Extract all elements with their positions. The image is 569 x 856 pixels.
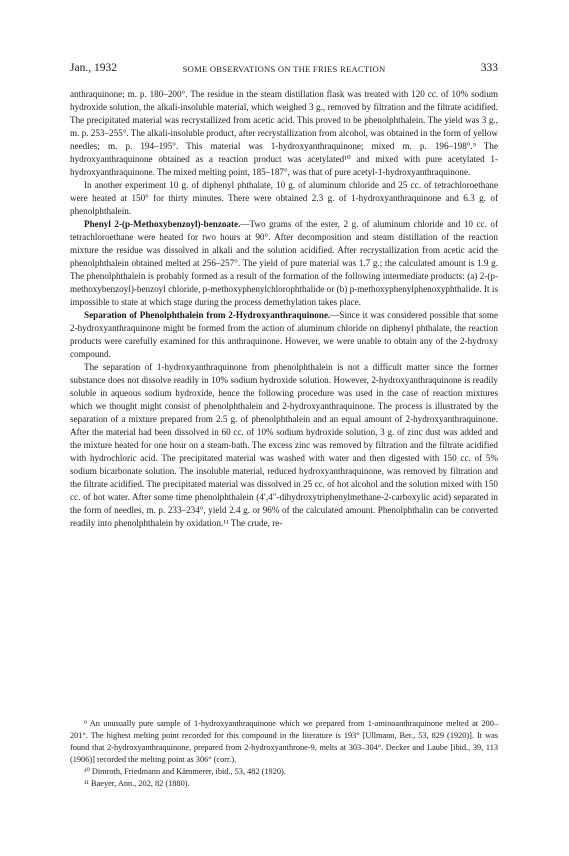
footnotes — [70, 718, 498, 790]
paragraph: In another experiment 10 g. of diphenyl phthalate, 10 g. of aluminum chloride and 25 cc. of tetrachloroethane were heated at 150° for thirty minutes. There were obtained 2.3 g. of 1-hydroxyanthraquinone and 6.3 g. of phenolphthalein. — [70, 180, 498, 216]
page-number: 333 — [480, 62, 498, 74]
section-heading: Phenyl 2-(p-Methoxybenzoyl)-benzoate. — [84, 219, 241, 229]
section-paragraph: Phenyl 2-(p-Methoxybenzoyl)-benzoate.—Two grams of the ester, 2 g. of aluminum chloride and 10 cc. of tetrachloroethane were heated for two hours at 90°. After decomposition and steam distillation of the reaction mixture the residue was dissolved in alkali and the solution acidified. After recrystallization from acetic acid the phenolphthalein obtained melted at 256–257°. The yield of pure material was 1.7 g.; the calculated amount is 1.9 g. The phenolphthalein is probably formed as a result of the formation of the following intermediate products: (a) 2-(p-methoxybenzoyl)-benzoyl chloride, p-methoxyphenylchlorophthalide or (b) p-methoxyphenylphenoxyphthalide. It is impossible to state at which stage during the process demethylation takes place. — [70, 219, 499, 307]
section-heading: Separation of Phenolphthalein from 2-Hydroxyanthraquinone. — [84, 310, 331, 320]
running-header — [70, 62, 498, 78]
footnote: ¹⁰ Dimroth, Friedmann and Kämmerer, ibid., 53, 482 (1920). — [84, 767, 286, 776]
article-body — [70, 88, 498, 530]
header-date: Jan., 1932 — [70, 62, 117, 74]
section-paragraph: Separation of Phenolphthalein from 2-Hydroxyanthraquinone.—Since it was considered possible that some 2-hydroxyanthraquinone might be formed from the action of aluminum chloride on diphenyl phthalate, the reaction products were carefully examined for this anthraquinone. However, we were unable to obtain any of the 2-hydroxy compound. — [70, 310, 498, 359]
header-title: SOME OBSERVATIONS ON THE FRIES REACTION — [182, 64, 386, 74]
paragraph: anthraquinone; m. p. 180–200°. The residue in the steam distillation flask was treated with 120 cc. of 10% sodium hydroxide solution, the alkali-insoluble material, which weighed 3 g., removed by filtration and the filtrate acidified. The precipitated material was recrystallized from acetic acid. This proved to be phenolphthalein. The yield was 3 g., m. p. 253–255°. The alkali-insoluble product, after recrystallization from alcohol, was obtained in the form of yellow needles; m. p. 194–195°. This material was 1-hydroxyanthraquinone; mixed m. p. 196–198°.⁹ The hydroxyanthraquinone obtained as a reaction product was acetylated¹⁰ and mixed with pure acetylated 1-hydroxyanthraquinone. The mixed melting point, 185–187°, was that of pure acetyl-1-hydroxyanthraquinone. — [70, 89, 498, 177]
footnote: ⁹ An unusually pure sample of 1-hydroxyanthraquinone which we prepared from 1-aminoanthraquinone melted at 200–201°. The highest melting point recorded for this compound in the literature is 193° [Ullmann, Ber., 53, 829 (1920)]. It was found that 2-hydroxyanthraquinone, prepared from 2-hydroxyanthrone-9, melts at 303–304°. Decker and Laube [ibid., 39, 113 (1906)] recorded the melting point as 306° (corr.). — [70, 719, 498, 764]
paragraph: The separation of 1-hydroxyanthraquinone from phenolphthalein is not a difficult matter since the former substance does not dissolve readily in 10% sodium hydroxide solution. However, 2-hydroxyanthraquinone is readily soluble in aqueous sodium hydroxide, hence the following procedure was used in the case of reaction mixtures which we thought might consist of phenolphthalein and 2-hydroxyanthraquinone. The process is illustrated by the separation of a mixture prepared from 2.5 g. of phenolphthalein and an equal amount of 2-hydroxyanthraquinone. After the material had been dissolved in 60 cc. of 10% sodium hydroxide solution, 3 g. of zinc dust was added and the mixture heated for one hour on a steam-bath. The excess zinc was removed by filtration and the filtrate acidified with hydrochloric acid. The precipitated material was washed with water and then digested with 150 cc. of 5% sodium bicarbonate solution. The insoluble material, reduced hydroxyanthraquinone, was removed by filtration and the filtrate acidified. The precipitated material was dissolved in 25 cc. of hot alcohol and the solution mixed with 150 cc. of hot water. After some time phenolphthalein (4′,4″-dihydroxytriphenylmethane-2-carboxylic acid) separated in the form of needles, m. p. 233–234°, yield 2.4 g. or 96% of the calculated amount. Phenolphthalin can be converted readily into phenolphthalein by oxidation.¹¹ The crude, re- — [70, 362, 498, 528]
footnote: ¹¹ Baeyer, Ann., 202, 82 (1880). — [84, 779, 190, 788]
